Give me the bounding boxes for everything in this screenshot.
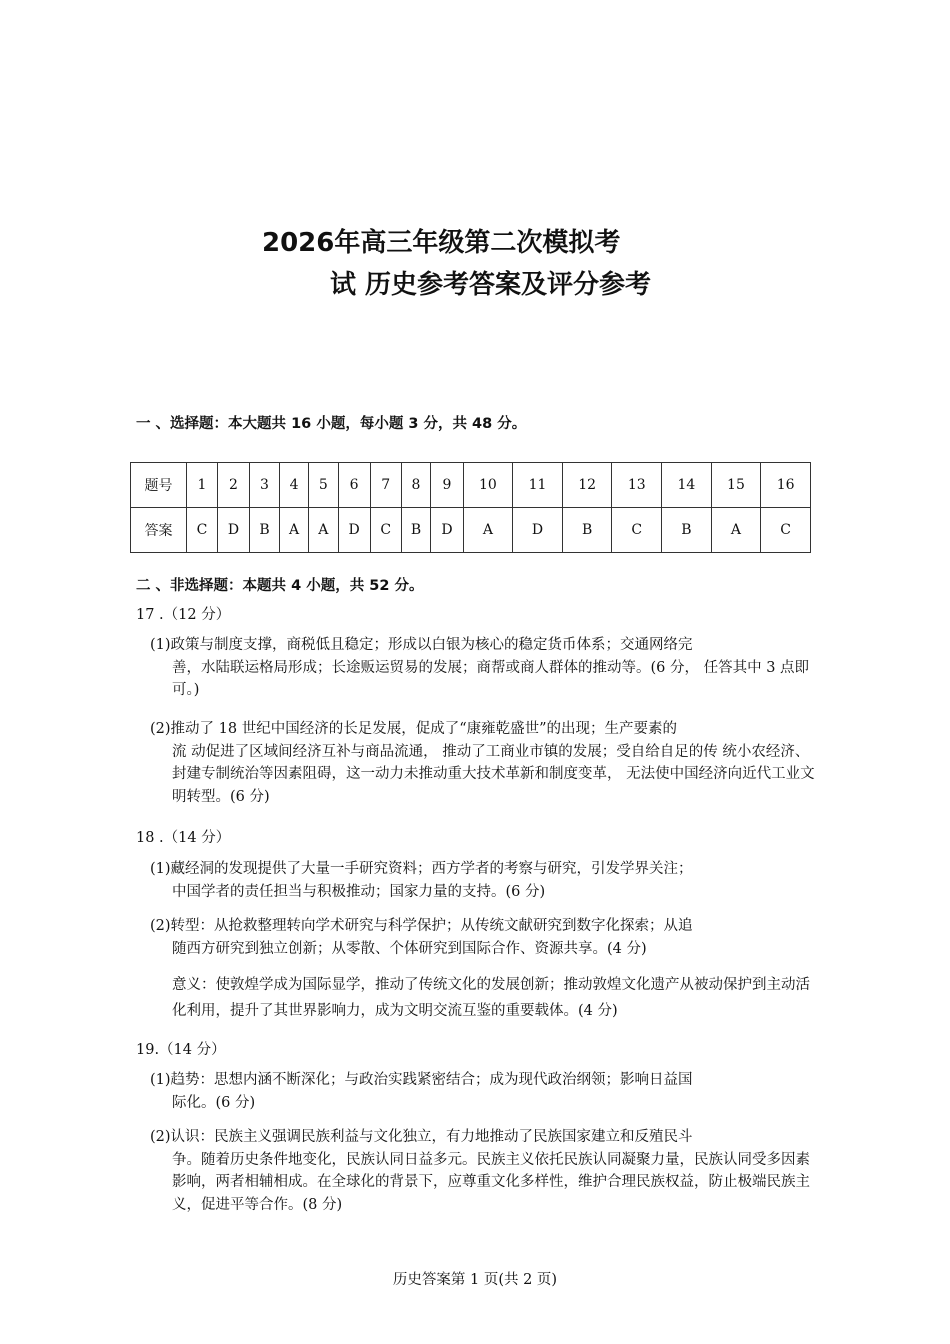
answer-cell: D xyxy=(513,508,563,553)
answer-cell: B xyxy=(662,508,712,553)
q17-part2-first: (2)推动了 18 世纪中国经济的长足发展，促成了“康雍乾盛世”的出现；生产要素的 xyxy=(150,721,678,737)
question-number-cell: 5 xyxy=(309,463,338,508)
answer-cell: C xyxy=(370,508,401,553)
page-title-line1: 2026年高三年级第二次模拟考 xyxy=(262,228,621,258)
answer-cell: B xyxy=(401,508,431,553)
question-number-cell: 4 xyxy=(279,463,308,508)
question-number-cell: 1 xyxy=(187,463,218,508)
q19-part1-first: (1)趋势：思想内涵不断深化；与政治实践紧密结合；成为现代政治纲领；影响日益国 xyxy=(150,1072,693,1088)
question-17-label: 17 .（12 分） xyxy=(136,607,231,623)
q17-part1-first: (1)政策与制度支撑，商税低且稳定；形成以白银为核心的稳定货币体系；交通网络完 xyxy=(150,637,693,653)
question-19-label: 19.（14 分） xyxy=(136,1042,226,1058)
question-number-cell: 12 xyxy=(562,463,612,508)
page-footer: 历史答案第 1 页(共 2 页) xyxy=(392,1272,558,1288)
q18-part2-rest: 随西方研究到独立创新；从零散、个体研究到国际合作、资源共享。(4 分) xyxy=(172,940,647,957)
question-number-cell: 11 xyxy=(513,463,563,508)
answer-cell: C xyxy=(761,508,811,553)
answer-cell: A xyxy=(309,508,338,553)
q18-part1 xyxy=(150,858,815,903)
answer-cell: A xyxy=(279,508,308,553)
row-label-answer: 答案 xyxy=(131,508,187,553)
q19-part1-rest: 际化。(6 分) xyxy=(172,1094,256,1111)
q17-part2-rest: 流 动促进了区域间经济互补与商品流通， 推动了工商业市镇的发展；受自给自足的传 统小农经济、封建专制统治等因素阻碍，这一动力未推动重大技术革新和制度变革， 无法使中国经济向近代工业文明转型。(6 分) xyxy=(172,743,815,805)
page-title-line2: 试 历史参考答案及评分参考 xyxy=(330,270,652,300)
answer-cell: A xyxy=(711,508,761,553)
answer-cell: B xyxy=(250,508,280,553)
table-row-answers xyxy=(131,508,811,553)
answer-cell: D xyxy=(431,508,463,553)
q19-part2-rest: 争。随着历史条件地变化，民族认同日益多元。民族主义依托民族认同凝聚力量，民族认同受多因素影响，两者相辅相成。在全球化的背景下，应尊重文化多样性，维护合理民族权益，防止极端民族主义，促进平等合作。(8 分) xyxy=(172,1151,810,1213)
answer-cell: D xyxy=(338,508,370,553)
answer-cell: C xyxy=(612,508,662,553)
q18-part1-first: (1)藏经洞的发现提供了大量一手研究资料；西方学者的考察与研究，引发学界关注； xyxy=(150,861,693,877)
table-row-numbers xyxy=(131,463,811,508)
answer-cell: D xyxy=(217,508,249,553)
q17-part1-rest: 善，水陆联运格局形成；长途贩运贸易的发展；商帮或商人群体的推动等。(6 分， 任答其中 3 点即可。) xyxy=(172,659,810,698)
question-number-cell: 10 xyxy=(463,463,513,508)
question-number-cell: 6 xyxy=(338,463,370,508)
q18-part2 xyxy=(150,915,815,960)
q18-significance: 意义：使敦煌学成为国际显学，推动了传统文化的发展创新；推动敦煌文化遗产从被动保护到主动活化利用，提升了其世界影响力，成为文明交流互鉴的重要载体。(4 分) xyxy=(172,977,810,1019)
answer-table xyxy=(130,462,811,553)
question-18-label: 18 .（14 分） xyxy=(136,830,231,846)
answer-cell: A xyxy=(463,508,513,553)
row-label-number: 题号 xyxy=(131,463,187,508)
question-number-cell: 9 xyxy=(431,463,463,508)
section2-heading: 二 、非选择题：本题共 4 小题，共 52 分。 xyxy=(136,578,424,594)
q18-part2-first: (2)转型：从抢救整理转向学术研究与科学保护；从传统文献研究到数字化探索；从追 xyxy=(150,918,693,934)
q17-part1 xyxy=(150,634,815,702)
question-number-cell: 2 xyxy=(217,463,249,508)
answer-cell: C xyxy=(187,508,218,553)
q19-part2-first: (2)认识：民族主义强调民族利益与文化独立，有力地推动了民族国家建立和反殖民斗 xyxy=(150,1129,693,1145)
q19-part1 xyxy=(150,1069,815,1114)
question-number-cell: 3 xyxy=(250,463,280,508)
q17-part2 xyxy=(150,718,815,808)
question-number-cell: 13 xyxy=(612,463,662,508)
q18-part3 xyxy=(150,972,815,1024)
question-number-cell: 7 xyxy=(370,463,401,508)
q18-part1-rest: 中国学者的责任担当与积极推动；国家力量的支持。(6 分) xyxy=(172,883,546,900)
answer-cell: B xyxy=(562,508,612,553)
question-number-cell: 14 xyxy=(662,463,712,508)
section1-heading: 一 、选择题：本大题共 16 小题，每小题 3 分，共 48 分。 xyxy=(136,416,527,432)
question-number-cell: 8 xyxy=(401,463,431,508)
question-number-cell: 16 xyxy=(761,463,811,508)
question-number-cell: 15 xyxy=(711,463,761,508)
q19-part2 xyxy=(150,1126,815,1216)
